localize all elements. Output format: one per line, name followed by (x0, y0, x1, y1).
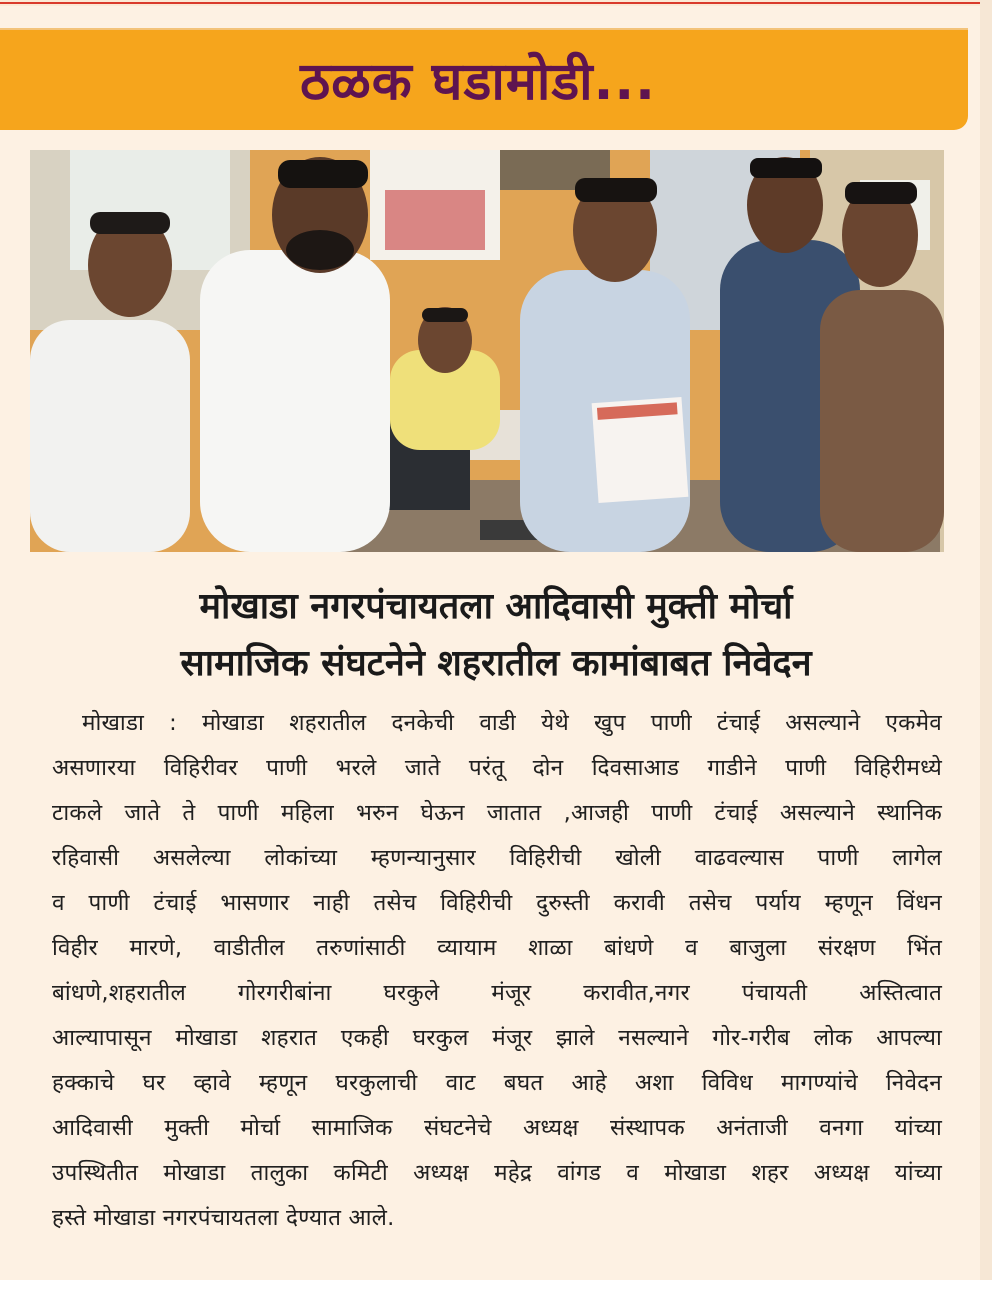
top-red-line (0, 2, 992, 4)
article-line-last: हस्ते मोखाडा नगरपंचायतला देण्यात आले. (52, 1205, 395, 1231)
article-line: आल्यापासून मोखाडा शहरात एकही घरकुल मंजूर झाले नसल्याने गोर-गरीब लोक आपल्या (52, 1025, 942, 1051)
news-photo (30, 150, 944, 552)
next-headline-cropped (70, 1262, 850, 1292)
article-line: बांधणे,शहरातील गोरगरीबांना घरकुले मंजूर करावीत,नगर पंचायती अस्तित्वात (52, 980, 942, 1006)
article-line: असणारया विहिरीवर पाणी भरले जाते परंतू दोन दिवसाआड गाडीने पाणी विहिरीमध्ये (52, 755, 942, 781)
section-banner (0, 28, 968, 130)
photo-person-2 (200, 250, 390, 552)
article-line: विहीर मारणे, वाडीतील तरुणांसाठी व्यायाम शाळा बांधणे व बाजुला संरक्षण भिंत (52, 935, 942, 961)
photo-illustration (30, 150, 944, 552)
photo-person-5 (820, 290, 944, 552)
article-headline-line-1: मोखाडा नगरपंचायतला आदिवासी मुक्ती मोर्चा (199, 586, 793, 627)
article-line: हक्काचे घर व्हावे म्हणून घरकुलाची वाट बघत आहे अशा विविध मागण्यांचे निवेदन (52, 1070, 942, 1096)
article-line: आदिवासी मुक्ती मोर्चा सामाजिक संघटनेचे अध्यक्ष संस्थापक अनंताजी वनगा यांच्या (52, 1115, 942, 1141)
article-line: उपस्थितीत मोखाडा तालुका कमिटी अध्यक्ष महेद्र वांगड व मोखाडा शहर अध्यक्ष यांच्या (52, 1160, 942, 1186)
article-line: मोखाडा : मोखाडा शहरातील दनकेची वाडी येथे खुप पाणी टंचाई असल्याने एकमेव (82, 710, 942, 736)
article-line: रहिवासी असलेल्या लोकांच्या म्हणन्यानुसार विहिरीची खोली वाढवल्यास पाणी लागेल (52, 845, 942, 871)
article-line: टाकले जाते ते पाणी महिला भरुन घेऊन जातात ,आजही पाणी टंचाई असल्याने स्थानिक (52, 800, 942, 826)
top-edge (0, 0, 992, 6)
article-line: व पाणी टंचाई भासणार नाही तसेच विहिरीची दुरुस्ती करावी तसेच पर्याय म्हणून विंधन (52, 890, 942, 916)
photo-person-1 (30, 320, 190, 552)
section-title: ठळक घडामोडी... (300, 52, 656, 112)
article-headline-line-2: सामाजिक संघटनेने शहरातील कामांबाबत निवेदन (180, 643, 812, 684)
